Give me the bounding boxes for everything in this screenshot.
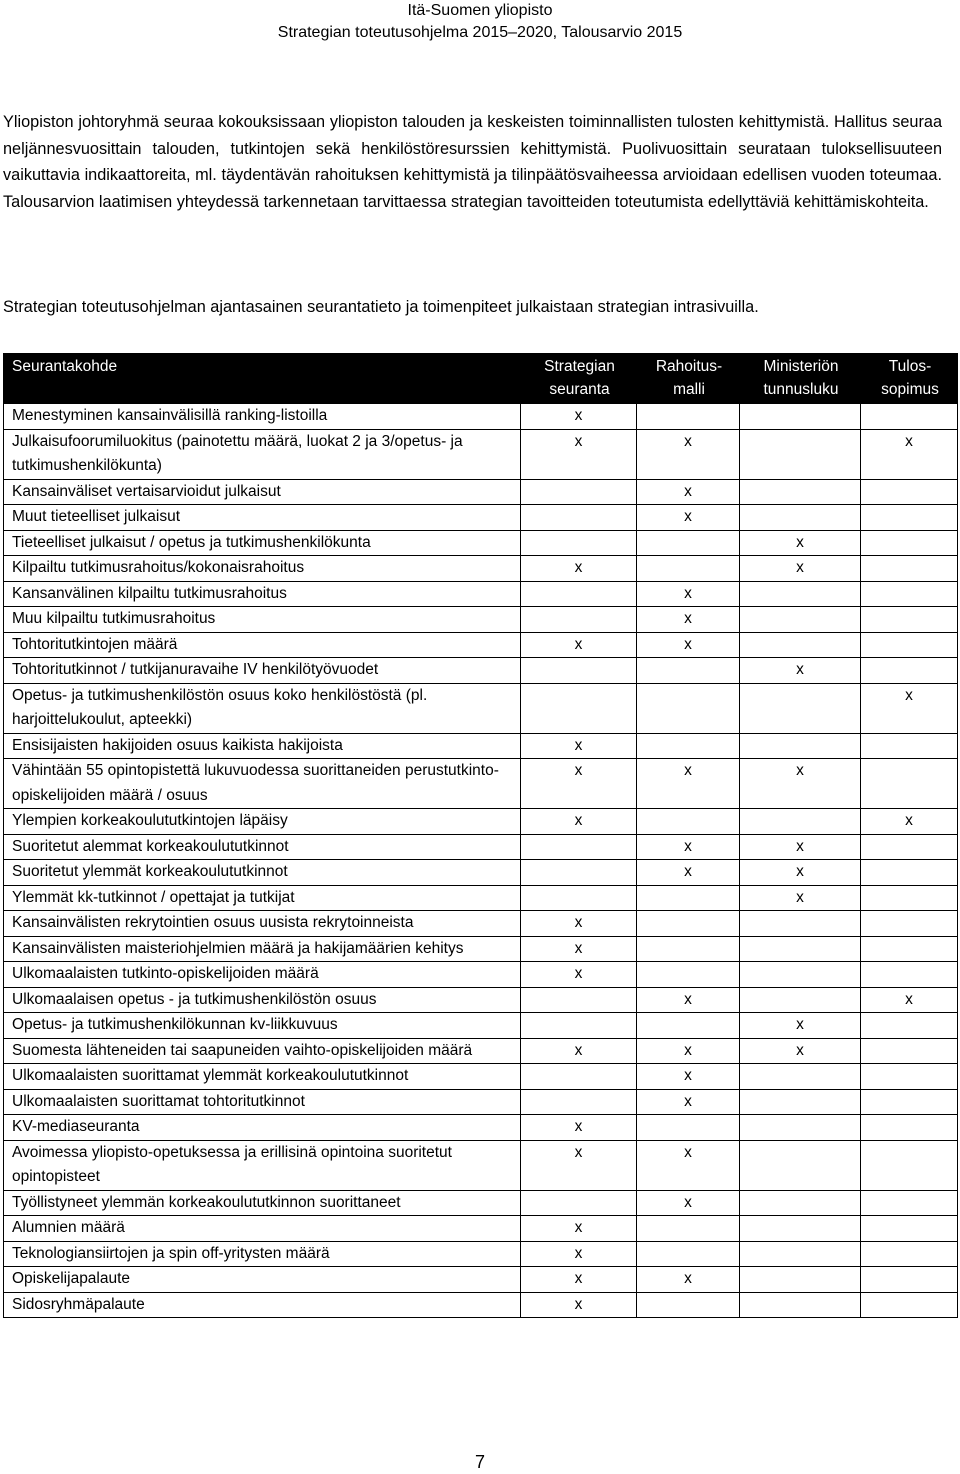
mark-funding-model: x <box>637 1267 740 1293</box>
mark-performance-agreement <box>861 556 958 582</box>
mark-performance-agreement <box>861 885 958 911</box>
mark-funding-model <box>637 1013 740 1039</box>
table-row <box>4 834 958 860</box>
table-row <box>4 581 958 607</box>
mark-strategy-tracking: x <box>521 733 637 759</box>
mark-strategy-tracking <box>521 1089 637 1115</box>
table-row <box>4 1216 958 1242</box>
table-row <box>4 479 958 505</box>
mark-funding-model <box>637 658 740 684</box>
mark-funding-model: x <box>637 632 740 658</box>
mark-funding-model <box>637 885 740 911</box>
mark-funding-model: x <box>637 1064 740 1090</box>
table-row <box>4 809 958 835</box>
table-row <box>4 962 958 988</box>
mark-funding-model <box>637 530 740 556</box>
mark-funding-model: x <box>637 987 740 1013</box>
mark-ministry-indicator <box>740 809 861 835</box>
mark-funding-model: x <box>637 607 740 633</box>
mark-funding-model: x <box>637 581 740 607</box>
mark-funding-model: x <box>637 429 740 479</box>
header-funding-model: Rahoitus-malli <box>637 354 740 404</box>
row-label: Suomesta lähteneiden tai saapuneiden vaihto-opiskelijoiden määrä <box>4 1038 521 1064</box>
mark-funding-model: x <box>637 479 740 505</box>
mark-funding-model <box>637 1216 740 1242</box>
table-row <box>4 1064 958 1090</box>
row-label: Ylemmät kk-tutkinnot / opettajat ja tutkijat <box>4 885 521 911</box>
mark-funding-model: x <box>637 759 740 809</box>
row-label: Muut tieteelliset julkaisut <box>4 505 521 531</box>
mark-ministry-indicator: x <box>740 759 861 809</box>
row-label: Tieteelliset julkaisut / opetus ja tutkimushenkilökunta <box>4 530 521 556</box>
mark-strategy-tracking: x <box>521 1241 637 1267</box>
mark-strategy-tracking <box>521 1064 637 1090</box>
mark-performance-agreement <box>861 860 958 886</box>
mark-performance-agreement <box>861 404 958 430</box>
mark-performance-agreement <box>861 962 958 988</box>
row-label: Kansainvälisten maisteriohjelmien määrä ja hakijamäärien kehitys <box>4 936 521 962</box>
tracking-table <box>3 353 958 1318</box>
table-row <box>4 1089 958 1115</box>
publication-paragraph: Strategian toteutusohjelman ajantasainen seurantatieto ja toimenpiteet julkaistaan strategian intrasivuilla. <box>3 298 759 317</box>
header-tracking-item: Seurantakohde <box>4 354 521 404</box>
row-label: Ulkomaalaisten suorittamat ylemmät korkeakoulututkinnot <box>4 1064 521 1090</box>
mark-strategy-tracking: x <box>521 632 637 658</box>
row-label: Suoritetut alemmat korkeakoulututkinnot <box>4 834 521 860</box>
table-row <box>4 658 958 684</box>
page-number: 7 <box>474 1452 485 1472</box>
mark-strategy-tracking <box>521 479 637 505</box>
table-row <box>4 505 958 531</box>
row-label: Suoritetut ylemmät korkeakoulututkinnot <box>4 860 521 886</box>
row-label: Tohtoritutkintojen määrä <box>4 632 521 658</box>
mark-funding-model <box>637 1241 740 1267</box>
table-row <box>4 759 958 809</box>
header-institution: Itä-Suomen yliopisto <box>407 2 553 19</box>
mark-performance-agreement <box>861 1115 958 1141</box>
mark-strategy-tracking <box>521 683 637 733</box>
mark-strategy-tracking <box>521 530 637 556</box>
mark-performance-agreement <box>861 530 958 556</box>
mark-funding-model: x <box>637 1089 740 1115</box>
mark-performance-agreement <box>861 632 958 658</box>
row-label: Kansainvälisten rekrytointien osuus uusista rekrytoinneista <box>4 911 521 937</box>
table-row <box>4 632 958 658</box>
mark-ministry-indicator <box>740 505 861 531</box>
table-row <box>4 911 958 937</box>
mark-strategy-tracking: x <box>521 1115 637 1141</box>
mark-strategy-tracking: x <box>521 1216 637 1242</box>
row-label: Ylempien korkeakoulututkintojen läpäisy <box>4 809 521 835</box>
page-header <box>0 0 960 44</box>
mark-strategy-tracking: x <box>521 1140 637 1190</box>
row-label: Ulkomaalaisen opetus - ja tutkimushenkilöstön osuus <box>4 987 521 1013</box>
table-row <box>4 1190 958 1216</box>
mark-performance-agreement <box>861 759 958 809</box>
mark-performance-agreement <box>861 1292 958 1318</box>
mark-ministry-indicator: x <box>740 1013 861 1039</box>
row-label: Alumnien määrä <box>4 1216 521 1242</box>
mark-performance-agreement <box>861 1241 958 1267</box>
mark-funding-model <box>637 683 740 733</box>
mark-strategy-tracking <box>521 860 637 886</box>
table-row <box>4 936 958 962</box>
mark-performance-agreement <box>861 1064 958 1090</box>
row-label: Opiskelijapalaute <box>4 1267 521 1293</box>
mark-ministry-indicator: x <box>740 530 861 556</box>
mark-strategy-tracking: x <box>521 429 637 479</box>
header-ministry-indicator: Ministeriön tunnusluku <box>740 354 861 404</box>
table-row <box>4 556 958 582</box>
table-body <box>4 404 958 1318</box>
mark-strategy-tracking <box>521 834 637 860</box>
table-row <box>4 885 958 911</box>
mark-funding-model: x <box>637 1140 740 1190</box>
row-label: Opetus- ja tutkimushenkilöstön osuus koko henkilöstöstä (pl. harjoittelukoulut, apteekki) <box>4 683 521 733</box>
mark-performance-agreement <box>861 1190 958 1216</box>
mark-ministry-indicator <box>740 733 861 759</box>
mark-strategy-tracking: x <box>521 911 637 937</box>
mark-ministry-indicator <box>740 1241 861 1267</box>
mark-ministry-indicator: x <box>740 1038 861 1064</box>
mark-performance-agreement <box>861 834 958 860</box>
mark-ministry-indicator <box>740 632 861 658</box>
row-label: Menestyminen kansainvälisillä ranking-listoilla <box>4 404 521 430</box>
mark-strategy-tracking: x <box>521 962 637 988</box>
table-row <box>4 1038 958 1064</box>
mark-funding-model: x <box>637 860 740 886</box>
mark-performance-agreement <box>861 1216 958 1242</box>
table-row <box>4 1115 958 1141</box>
mark-strategy-tracking <box>521 658 637 684</box>
row-label: Opetus- ja tutkimushenkilökunnan kv-liikkuvuus <box>4 1013 521 1039</box>
row-label: Julkaisufoorumiluokitus (painotettu määrä, luokat 2 ja 3/opetus- ja tutkimushenkilökunta) <box>4 429 521 479</box>
table-row <box>4 1013 958 1039</box>
mark-ministry-indicator <box>740 936 861 962</box>
table-row <box>4 404 958 430</box>
mark-performance-agreement <box>861 1267 958 1293</box>
table-row <box>4 733 958 759</box>
mark-performance-agreement <box>861 581 958 607</box>
row-label: Ensisijaisten hakijoiden osuus kaikista hakijoista <box>4 733 521 759</box>
mark-ministry-indicator <box>740 1267 861 1293</box>
mark-ministry-indicator <box>740 962 861 988</box>
mark-ministry-indicator <box>740 1190 861 1216</box>
table-row <box>4 607 958 633</box>
table-row <box>4 683 958 733</box>
mark-strategy-tracking: x <box>521 404 637 430</box>
mark-ministry-indicator <box>740 429 861 479</box>
mark-ministry-indicator <box>740 404 861 430</box>
mark-ministry-indicator <box>740 1089 861 1115</box>
row-label: KV-mediaseuranta <box>4 1115 521 1141</box>
header-strategy-tracking: Strategian seuranta <box>521 354 637 404</box>
mark-strategy-tracking <box>521 1190 637 1216</box>
mark-strategy-tracking: x <box>521 759 637 809</box>
row-label: Kilpailtu tutkimusrahoitus/kokonaisrahoitus <box>4 556 521 582</box>
mark-strategy-tracking <box>521 987 637 1013</box>
mark-funding-model <box>637 911 740 937</box>
monitoring-paragraph: Yliopiston johtoryhmä seuraa kokouksissaan yliopiston talouden ja keskeisten toiminnallisten tulosten kehittymistä. Hallitus seuraa neljännesvuosittain talouden, tutkintojen sekä henkilöstöresurssien kehittymistä. Puolivuosittain seurataan tuloksellisuuteen vaikuttavia indikaattoreita, ml. täydentävän rahoituksen kehittymistä ja tilinpäätösvaiheessa arvioidaan edellisen vuoden toteumaa. Talousarvion laatimisen yhteydessä tarkennetaan tarvittaessa strategian tavoitteiden toteutumista edellyttäviä kehittämiskohteita. <box>3 113 942 211</box>
table-row <box>4 1267 958 1293</box>
mark-performance-agreement: x <box>861 683 958 733</box>
mark-performance-agreement: x <box>861 429 958 479</box>
mark-funding-model: x <box>637 834 740 860</box>
mark-funding-model: x <box>637 505 740 531</box>
row-label: Kansainväliset vertaisarvioidut julkaisut <box>4 479 521 505</box>
row-label: Vähintään 55 opintopistettä lukuvuodessa suorittaneiden perustutkinto-opiskelijoiden määrä / osuus <box>4 759 521 809</box>
mark-funding-model: x <box>637 1190 740 1216</box>
mark-performance-agreement <box>861 733 958 759</box>
mark-ministry-indicator: x <box>740 658 861 684</box>
mark-ministry-indicator <box>740 987 861 1013</box>
mark-performance-agreement <box>861 1013 958 1039</box>
table-row <box>4 1140 958 1190</box>
mark-performance-agreement: x <box>861 987 958 1013</box>
header-subtitle: Strategian toteutusohjelma 2015–2020, Talousarvio 2015 <box>277 24 683 41</box>
mark-strategy-tracking <box>521 581 637 607</box>
mark-funding-model <box>637 809 740 835</box>
mark-performance-agreement: x <box>861 809 958 835</box>
mark-performance-agreement <box>861 607 958 633</box>
mark-ministry-indicator <box>740 1216 861 1242</box>
table-row <box>4 987 958 1013</box>
table-header-row <box>4 354 958 404</box>
mark-ministry-indicator <box>740 1140 861 1190</box>
mark-funding-model <box>637 936 740 962</box>
mark-performance-agreement <box>861 505 958 531</box>
mark-performance-agreement <box>861 1089 958 1115</box>
header-performance-agreement: Tulos-sopimus <box>861 354 958 404</box>
mark-funding-model <box>637 962 740 988</box>
mark-strategy-tracking <box>521 885 637 911</box>
mark-performance-agreement <box>861 1038 958 1064</box>
row-label: Tohtoritutkinnot / tutkijanuravaihe IV henkilötyövuodet <box>4 658 521 684</box>
mark-funding-model <box>637 1115 740 1141</box>
mark-funding-model <box>637 404 740 430</box>
mark-performance-agreement <box>861 936 958 962</box>
mark-strategy-tracking: x <box>521 556 637 582</box>
row-label: Ulkomaalaisten tutkinto-opiskelijoiden määrä <box>4 962 521 988</box>
mark-funding-model <box>637 556 740 582</box>
mark-strategy-tracking: x <box>521 809 637 835</box>
mark-strategy-tracking: x <box>521 1267 637 1293</box>
row-label: Avoimessa yliopisto-opetuksessa ja erillisinä opintoina suoritetut opintopisteet <box>4 1140 521 1190</box>
table-row <box>4 1241 958 1267</box>
mark-strategy-tracking <box>521 607 637 633</box>
row-label: Muu kilpailtu tutkimusrahoitus <box>4 607 521 633</box>
mark-ministry-indicator: x <box>740 885 861 911</box>
mark-funding-model <box>637 1292 740 1318</box>
mark-performance-agreement <box>861 911 958 937</box>
mark-strategy-tracking: x <box>521 936 637 962</box>
row-label: Teknologiansiirtojen ja spin off-yritysten määrä <box>4 1241 521 1267</box>
mark-ministry-indicator <box>740 1115 861 1141</box>
mark-ministry-indicator: x <box>740 860 861 886</box>
mark-ministry-indicator <box>740 581 861 607</box>
row-label: Sidosryhmäpalaute <box>4 1292 521 1318</box>
row-label: Työllistyneet ylemmän korkeakoulututkinnon suorittaneet <box>4 1190 521 1216</box>
mark-ministry-indicator: x <box>740 556 861 582</box>
mark-ministry-indicator <box>740 1292 861 1318</box>
mark-ministry-indicator: x <box>740 834 861 860</box>
mark-ministry-indicator <box>740 911 861 937</box>
mark-performance-agreement <box>861 658 958 684</box>
mark-funding-model <box>637 733 740 759</box>
mark-strategy-tracking <box>521 505 637 531</box>
mark-strategy-tracking: x <box>521 1038 637 1064</box>
mark-performance-agreement <box>861 1140 958 1190</box>
table-row <box>4 530 958 556</box>
row-label: Kansanvälinen kilpailtu tutkimusrahoitus <box>4 581 521 607</box>
mark-ministry-indicator <box>740 683 861 733</box>
table-row <box>4 860 958 886</box>
mark-strategy-tracking <box>521 1013 637 1039</box>
mark-strategy-tracking: x <box>521 1292 637 1318</box>
table-row <box>4 1292 958 1318</box>
row-label: Ulkomaalaisten suorittamat tohtoritutkinnot <box>4 1089 521 1115</box>
mark-funding-model: x <box>637 1038 740 1064</box>
mark-ministry-indicator <box>740 607 861 633</box>
mark-ministry-indicator <box>740 1064 861 1090</box>
mark-performance-agreement <box>861 479 958 505</box>
mark-ministry-indicator <box>740 479 861 505</box>
table-row <box>4 429 958 479</box>
